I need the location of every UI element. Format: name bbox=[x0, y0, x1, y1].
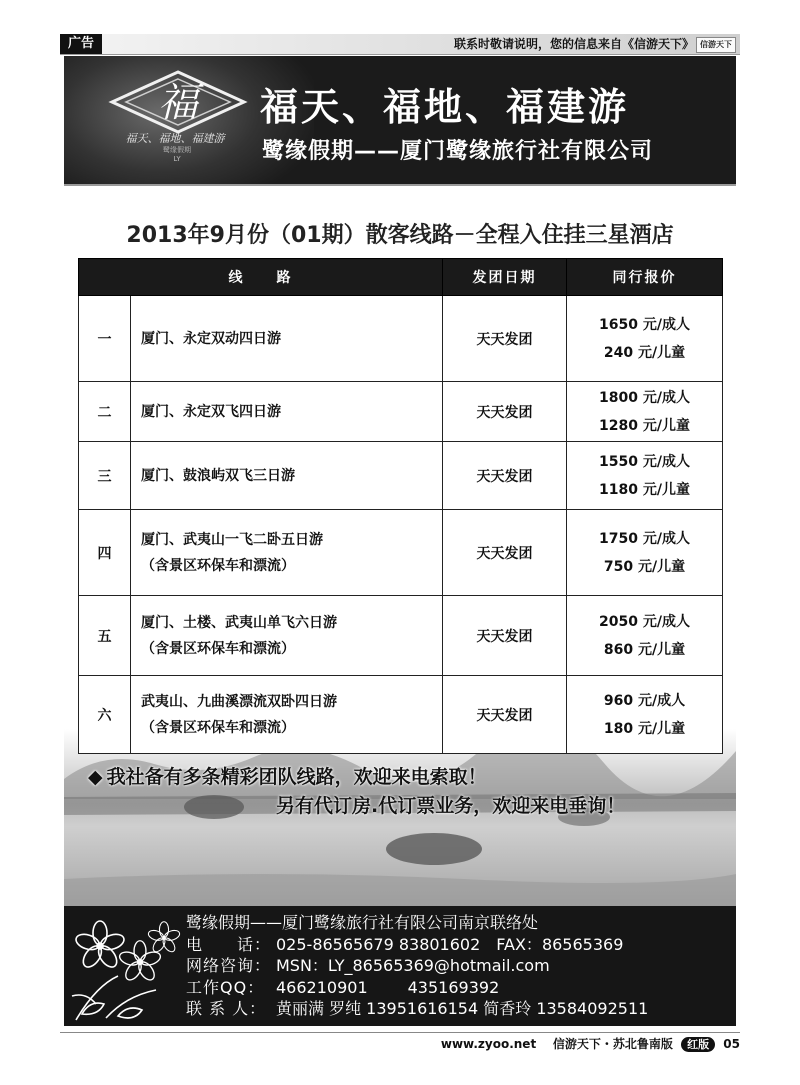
col-route-header: 线 路 bbox=[79, 259, 443, 296]
row-number: 四 bbox=[79, 510, 131, 596]
adult-price: 1650 元/成人 bbox=[599, 316, 690, 333]
child-price: 1180 元/儿童 bbox=[599, 481, 690, 498]
child-price: 180 元/儿童 bbox=[603, 720, 686, 737]
route-note: （含景区环保车和漂流） bbox=[141, 640, 295, 657]
site-url: www.zyoo.net bbox=[440, 1037, 537, 1051]
ad-label: 广告 bbox=[60, 34, 102, 54]
contact-person-line bbox=[186, 998, 648, 1020]
table-row bbox=[79, 510, 723, 596]
adult-price: 1750 元/成人 bbox=[599, 530, 690, 547]
depart-date: 天天发团 bbox=[443, 596, 567, 676]
qq-value-2: 435169392 bbox=[407, 977, 500, 997]
price-cell bbox=[567, 296, 723, 382]
logo-char: 福 bbox=[158, 80, 198, 126]
route-title: 厦门、武夷山一飞二卧五日游 bbox=[141, 531, 323, 548]
table-row bbox=[79, 382, 723, 442]
table-header-row bbox=[79, 259, 723, 296]
web-value: MSN：LY_86565369@hotmail.com bbox=[276, 956, 550, 975]
child-price: 240 元/儿童 bbox=[603, 344, 686, 361]
promo-text-1: 我社备有多条精彩团队线路，欢迎来电索取！ bbox=[106, 766, 487, 788]
promo-line-1 bbox=[88, 762, 487, 789]
qq-value-1: 466210901 bbox=[276, 977, 368, 997]
route-name bbox=[131, 382, 443, 442]
publication-name: 信游天下・苏北鲁南版 bbox=[552, 1037, 673, 1051]
logo-tiny-line-2: LY bbox=[173, 155, 181, 163]
depart-date: 天天发团 bbox=[443, 382, 567, 442]
route-name bbox=[131, 676, 443, 754]
contact-label: 联 系 人： bbox=[186, 999, 267, 1018]
price-cell bbox=[567, 442, 723, 510]
web-label: 网络咨询： bbox=[186, 956, 272, 975]
price-cell bbox=[567, 676, 723, 754]
adult-price: 1800 元/成人 bbox=[599, 389, 690, 406]
route-panel bbox=[64, 184, 736, 906]
panel-divider bbox=[64, 184, 736, 186]
web-line bbox=[186, 955, 648, 977]
logo-subtitle: 福天、福地、福建游 bbox=[125, 132, 225, 145]
fax-value: 86565369 bbox=[541, 934, 624, 954]
promo-line-2: 另有代订房.代订票业务，欢迎来电垂询！ bbox=[276, 795, 626, 817]
depart-date: 天天发团 bbox=[443, 296, 567, 382]
depart-date: 天天发团 bbox=[443, 676, 567, 754]
fax-label: FAX： bbox=[496, 934, 542, 954]
table-row bbox=[79, 676, 723, 754]
price-cell bbox=[567, 596, 723, 676]
table-row bbox=[79, 442, 723, 510]
contact-panel bbox=[64, 906, 736, 1026]
child-price: 860 元/儿童 bbox=[603, 641, 686, 658]
route-title: 厦门、永定双动四日游 bbox=[141, 330, 281, 347]
adult-price: 1550 元/成人 bbox=[599, 453, 690, 470]
adult-price: 2050 元/成人 bbox=[599, 613, 690, 630]
flower-decoration-icon bbox=[66, 916, 184, 1026]
depart-date: 天天发团 bbox=[443, 442, 567, 510]
route-note: （含景区环保车和漂流） bbox=[141, 719, 295, 736]
source-notice: 联系时敬请说明，您的信息来自《信游天下》 bbox=[453, 37, 694, 51]
route-name bbox=[131, 442, 443, 510]
route-note: （含景区环保车和漂流） bbox=[141, 557, 295, 574]
child-price: 1280 元/儿童 bbox=[599, 417, 690, 434]
phone-label: 电 话： bbox=[186, 934, 272, 954]
page-footer bbox=[60, 1032, 740, 1053]
route-name bbox=[131, 596, 443, 676]
qq-label: 工作QQ： bbox=[186, 977, 265, 997]
col-depart-header: 发团日期 bbox=[443, 259, 567, 296]
row-number: 五 bbox=[79, 596, 131, 676]
edition-badge: 红版 bbox=[681, 1037, 715, 1052]
phone-line bbox=[186, 934, 648, 956]
price-cell bbox=[567, 382, 723, 442]
table-row bbox=[79, 296, 723, 382]
publication-logo: 信游天下 bbox=[696, 37, 736, 53]
row-number: 一 bbox=[79, 296, 131, 382]
contact-lines bbox=[186, 912, 648, 1020]
route-name bbox=[131, 296, 443, 382]
top-banner bbox=[60, 34, 740, 55]
route-price-table bbox=[78, 258, 723, 754]
company-name: 鹭缘假期——厦门鹭缘旅行社有限公司 bbox=[262, 139, 654, 164]
route-title: 厦门、土楼、武夷山单飞六日游 bbox=[141, 614, 337, 631]
row-number: 三 bbox=[79, 442, 131, 510]
phone-value: 025-86565679 83801602 bbox=[276, 934, 481, 954]
header-banner bbox=[64, 56, 736, 184]
row-number: 六 bbox=[79, 676, 131, 754]
price-cell bbox=[567, 510, 723, 596]
logo-tiny-line-1: 鹭缘假期 bbox=[163, 146, 191, 154]
diamond-bullet-icon: ◆ bbox=[88, 766, 103, 788]
slogan: 福天、福地、福建游 bbox=[260, 85, 630, 129]
office-line: 鹭缘假期——厦门鹭缘旅行社有限公司南京联络处 bbox=[186, 913, 539, 932]
route-name bbox=[131, 510, 443, 596]
qq-line bbox=[186, 977, 648, 999]
footer-text bbox=[441, 1035, 740, 1052]
logo-tiny-text bbox=[142, 146, 212, 164]
adult-price: 960 元/成人 bbox=[603, 692, 686, 709]
contact-value: 黄丽满 罗纯 13951616154 简香玲 13584092511 bbox=[276, 999, 649, 1018]
route-title: 武夷山、九曲溪漂流双卧四日游 bbox=[141, 693, 337, 710]
table-row bbox=[79, 596, 723, 676]
fu-diamond-logo-icon bbox=[108, 70, 248, 134]
row-number: 二 bbox=[79, 382, 131, 442]
col-price-header: 同行报价 bbox=[567, 259, 723, 296]
route-title: 厦门、永定双飞四日游 bbox=[141, 403, 281, 420]
child-price: 750 元/儿童 bbox=[603, 558, 686, 575]
page-number: 05 bbox=[723, 1037, 740, 1051]
page-title: 2013年9月份（01期）散客线路－全程入住挂三星酒店 bbox=[126, 223, 674, 248]
route-title: 厦门、鼓浪屿双飞三日游 bbox=[141, 467, 295, 484]
depart-date: 天天发团 bbox=[443, 510, 567, 596]
